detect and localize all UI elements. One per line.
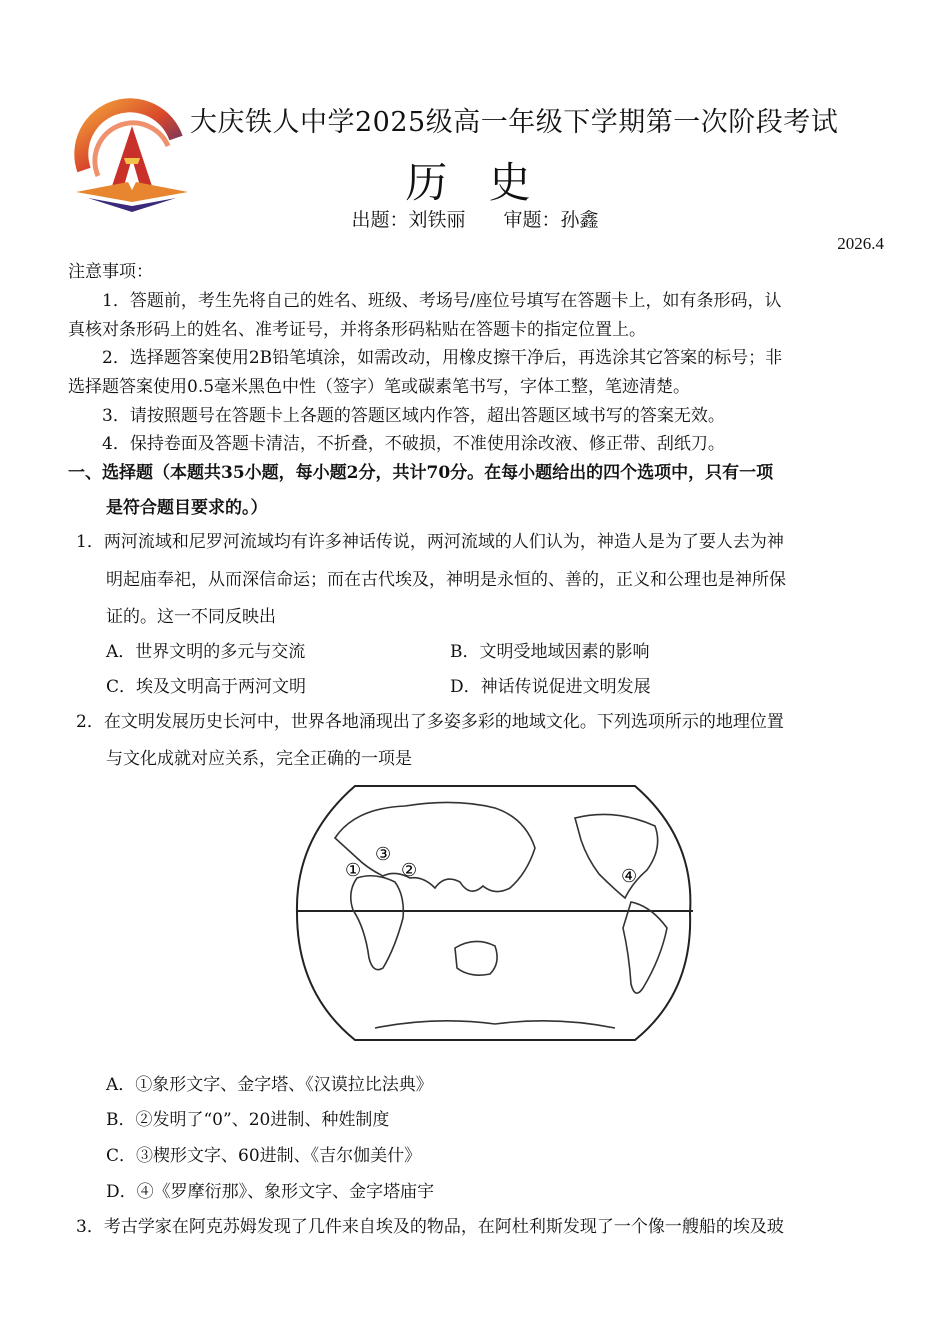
q1-stem: 证的。这一不同反映出	[106, 607, 276, 627]
world-map	[295, 778, 695, 1048]
authors-line: 出题：刘铁丽 审题：孙鑫	[351, 209, 599, 231]
map-label-1: ①	[345, 860, 362, 881]
notice-title: 注意事项：	[68, 262, 153, 282]
notice-line: 选择题答案使用0.5毫米黑色中性（签字）笔或碳素笔书写，字体工整，笔迹清楚。	[68, 377, 691, 397]
q2-option-b[interactable]: B．②发明了“0”、20进制、种姓制度	[106, 1110, 390, 1130]
q1-option-b[interactable]: B．文明受地域因素的影响	[450, 642, 650, 662]
q2-option-c[interactable]: C．③楔形文字、60进制、《吉尔伽美什》	[106, 1146, 422, 1166]
map-label-2: ②	[401, 860, 418, 881]
q1-stem: 明起庙奉祀，从而深信命运；而在古代埃及，神明是永恒的、善的，正义和公理也是神所保	[106, 570, 786, 590]
notice-line: 4．保持卷面及答题卡清洁，不折叠，不破损，不准使用涂改液、修正带、刮纸刀。	[102, 434, 725, 454]
notice-line: 2．选择题答案使用2B铅笔填涂，如需改动，用橡皮擦干净后，再选涂其它答案的标号；非	[102, 348, 783, 368]
q1-option-a[interactable]: A．世界文明的多元与交流	[106, 642, 306, 662]
school-exam-title: 大庆铁人中学2025级高一年级下学期第一次阶段考试	[190, 107, 839, 138]
notice-line: 1．答题前，考生先将自己的姓名、班级、考场号/座位号填写在答题卡上，如有条形码，认	[102, 291, 782, 311]
q2-stem: 2．在文明发展历史长河中，世界各地涌现出了多姿多彩的地域文化。下列选项所示的地理位置	[76, 712, 784, 732]
q2-option-d[interactable]: D．④《罗摩衍那》、象形文字、金字塔庙宇	[106, 1182, 435, 1202]
map-label-4: ④	[621, 866, 638, 887]
map-label-3: ③	[375, 844, 392, 865]
notice-line: 真核对条形码上的姓名、准考证号，并将条形码粘贴在答题卡的指定位置上。	[68, 320, 646, 340]
section-heading: 一、选择题（本题共35小题，每小题2分，共计70分。在每小题给出的四个选项中，只有一项	[68, 463, 774, 483]
subject-title: 历 史	[405, 158, 545, 207]
section-heading-cont: 是符合题目要求的。）	[106, 498, 268, 518]
q3-stem: 3．考古学家在阿克苏姆发现了几件来自埃及的物品，在阿杜利斯发现了一个像一艘船的埃及玻	[76, 1217, 784, 1237]
q1-option-d[interactable]: D．神话传说促进文明发展	[450, 677, 651, 697]
q2-stem: 与文化成就对应关系，完全正确的一项是	[106, 749, 412, 769]
exam-date: 2026.4	[837, 234, 884, 253]
q1-stem: 1．两河流域和尼罗河流域均有许多神话传说，两河流域的人们认为，神造人是为了要人去为神	[76, 532, 784, 552]
q2-option-a[interactable]: A．①象形文字、金字塔、《汉谟拉比法典》	[106, 1075, 433, 1095]
notice-line: 3．请按照题号在答题卡上各题的答题区域内作答，超出答题区域书写的答案无效。	[102, 406, 725, 426]
q1-option-c[interactable]: C．埃及文明高于两河文明	[106, 677, 307, 697]
